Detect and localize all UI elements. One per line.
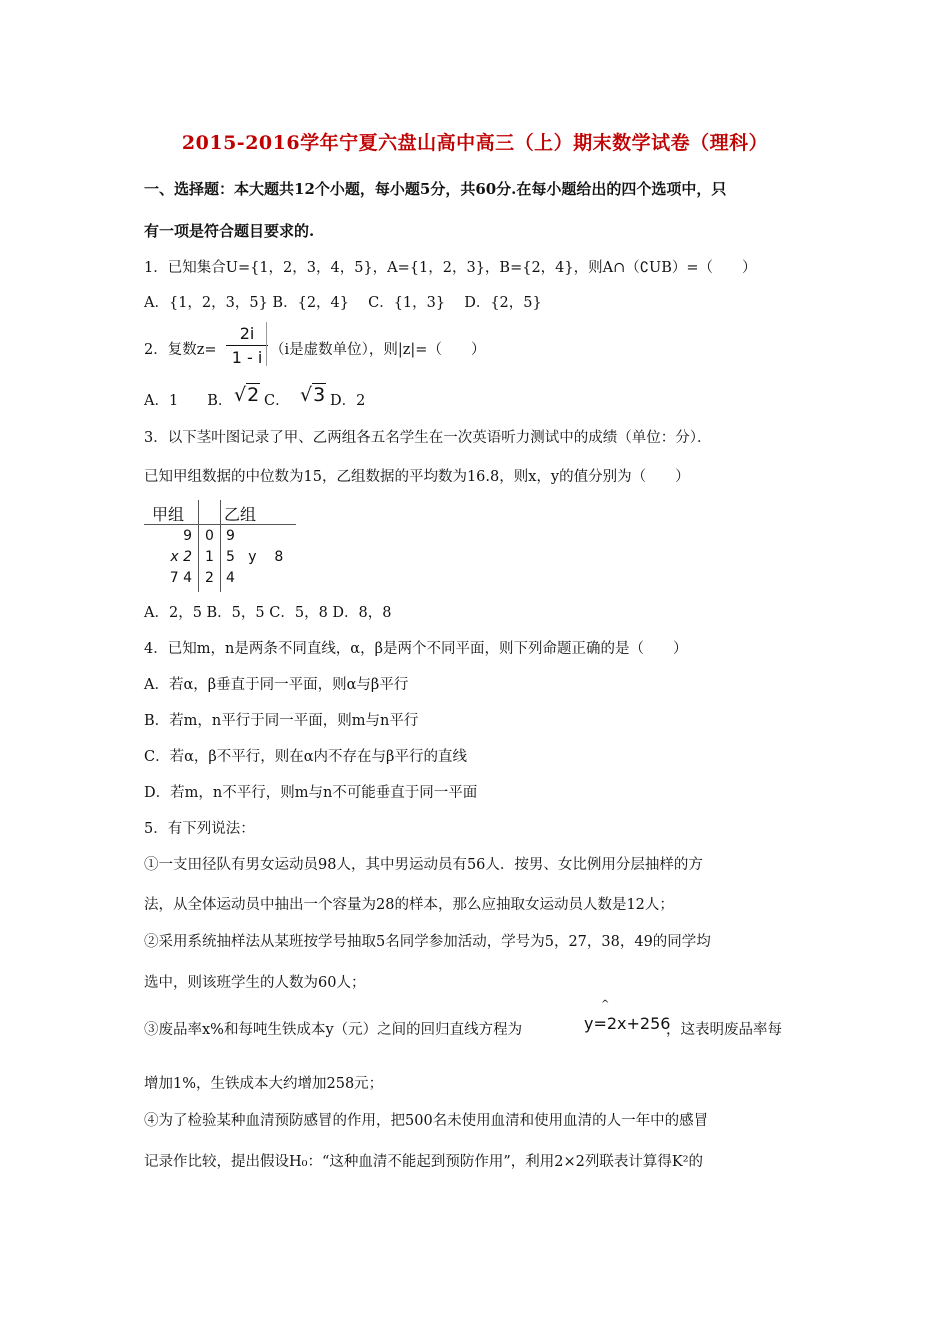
stem-leaf-stem-row3: 2 bbox=[205, 570, 214, 586]
stem-leaf-divider-right bbox=[220, 500, 221, 592]
q2-suffix: （i是虚数单位），则|z|=（ ） bbox=[270, 342, 486, 358]
q5-statement4-line1: ④为了检验某种血清预防感冒的作用，把500名未使用血清和使用血清的人一年中的感冒 bbox=[144, 1113, 709, 1129]
q4-option-b: B．若m，n平行于同一平面，则m与n平行 bbox=[144, 713, 419, 729]
q5-stem: 5．有下列说法： bbox=[144, 821, 255, 837]
q3-stem-line1: 3．以下茎叶图记录了甲、乙两组各五名学生在一次英语听力测试中的成绩（单位：分）． bbox=[144, 430, 712, 446]
stem-leaf-header-left: 甲组 bbox=[152, 505, 185, 524]
section-heading-line1: 一、选择题：本大题共12个小题，每小题5分，共60分.在每小题给出的四个选项中，只 bbox=[144, 180, 727, 198]
q3-stem-line2: 已知甲组数据的中位数为15，乙组数据的平均数为16.8，则x，y的值分别为（ ） bbox=[144, 469, 690, 485]
q2-prefix: 2．复数z= bbox=[144, 342, 217, 358]
q5-statement3-tail: ，这表明废品率每 bbox=[666, 1022, 782, 1038]
stem-leaf-right-row3: 4 bbox=[226, 570, 235, 586]
stem-leaf-stem-row1: 0 bbox=[205, 528, 214, 544]
q2-option-b-sqrt: √2 bbox=[234, 384, 260, 406]
q2-denominator: 1 - i bbox=[231, 348, 263, 367]
stem-leaf-right-row2: 5 y 8 bbox=[226, 549, 284, 565]
stem-leaf-right-row1: 9 bbox=[226, 528, 235, 544]
stem-leaf-left-row3: 7 4 bbox=[169, 570, 192, 586]
q5-statement2-line2: 选中，则该班学生的人数为60人； bbox=[144, 975, 366, 991]
q2-option-c-sqrt: √3 bbox=[300, 384, 326, 406]
q2-option-a: A．1 B． bbox=[144, 393, 233, 409]
stem-leaf-header-right: 乙组 bbox=[224, 505, 257, 524]
q2-option-c-label: C． bbox=[264, 393, 290, 409]
q2-option-d: D．2 bbox=[330, 393, 366, 409]
stem-leaf-stem-row2: 1 bbox=[205, 549, 214, 565]
q5-statement2-line1: ②采用系统抽样法从某班按学号抽取5名同学参加活动，学号为5，27，38，49的同学均 bbox=[144, 934, 711, 950]
q5-statement4-line2: 记录作比较，提出假设H₀：“这种血清不能起到预防作用”，利用2×2列联表计算得K²的 bbox=[144, 1154, 704, 1170]
stem-leaf-left-row1: 9 bbox=[183, 528, 192, 544]
q2-fraction bbox=[226, 324, 268, 367]
stem-leaf-left-row2: x 2 bbox=[170, 549, 192, 565]
q2-sqrt-c-radicand: 3 bbox=[313, 384, 326, 406]
q1-options: A．{1，2，3，5} B．{2，4} C．{1，3} D．{2，5} bbox=[144, 295, 542, 311]
q2-numerator: 2i bbox=[226, 324, 268, 346]
q5-statement3-line2: 增加1%，生铁成本大约增加258元； bbox=[144, 1076, 384, 1092]
regression-hat-symbol: ^ bbox=[601, 999, 610, 1010]
q4-stem: 4．已知m，n是两条不同直线，α，β是两个不同平面，则下列命题正确的是（ ） bbox=[144, 641, 688, 657]
q3-options: A．2，5 B．5，5 C．5，8 D．8，8 bbox=[144, 605, 392, 621]
q2-sqrt-b-radicand: 2 bbox=[247, 384, 260, 406]
q5-statement1-line2: 法，从全体运动员中抽出一个容量为28的样本，那么应抽取女运动员人数是12人； bbox=[144, 897, 674, 913]
q4-option-a: A．若α，β垂直于同一平面，则α与β平行 bbox=[144, 677, 409, 693]
stem-leaf-table bbox=[144, 500, 296, 592]
q1-stem: 1．已知集合U={1，2，3，4，5}，A={1，2，3}，B={2，4}，则A∩（∁UB）=（ ） bbox=[144, 260, 757, 276]
q5-statement1-line1: ①一支田径队有男女运动员98人，其中男运动员有56人．按男、女比例用分层抽样的方 bbox=[144, 857, 703, 873]
regression-formula: y=2x+256 bbox=[584, 1014, 671, 1033]
fraction-divider bbox=[266, 322, 267, 366]
page-title: 2015-2016学年宁夏六盘山高中高三（上）期末数学试卷（理科） bbox=[181, 132, 769, 154]
section-heading-line2: 有一项是符合题目要求的. bbox=[144, 222, 315, 240]
q4-option-d: D．若m，n不平行，则m与n不可能垂直于同一平面 bbox=[144, 785, 478, 801]
q5-statement3-line1: ③废品率x%和每吨生铁成本y（元）之间的回归直线方程为 bbox=[144, 1022, 523, 1038]
stem-leaf-divider-left bbox=[198, 500, 199, 592]
q4-option-c: C．若α，β不平行，则在α内不存在与β平行的直线 bbox=[144, 749, 467, 765]
